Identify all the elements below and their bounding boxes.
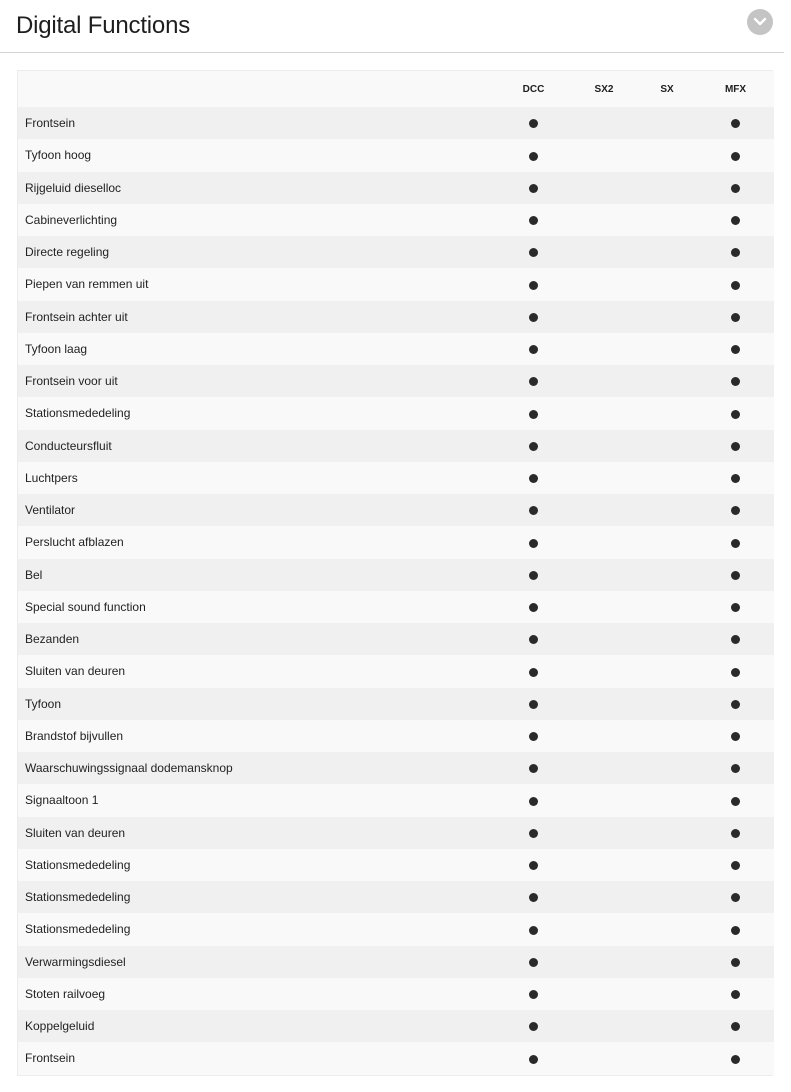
function-label: Sluiten van deuren (18, 817, 496, 849)
table-row (18, 946, 774, 978)
section-header (0, 0, 784, 53)
table-row (18, 365, 774, 397)
support-cell-sx2 (571, 720, 637, 752)
supported-dot-icon (731, 1022, 740, 1031)
support-cell-dcc (496, 817, 571, 849)
support-cell-sx (637, 913, 697, 945)
function-label: Special sound function (18, 591, 496, 623)
support-cell-sx2 (571, 236, 637, 268)
function-label: Sluiten van deuren (18, 655, 496, 687)
support-cell-dcc (496, 849, 571, 881)
supported-dot-icon (731, 1055, 740, 1064)
supported-dot-icon (731, 829, 740, 838)
support-cell-mfx (697, 1042, 774, 1074)
supported-dot-icon (731, 152, 740, 161)
supported-dot-icon (731, 603, 740, 612)
support-cell-dcc (496, 333, 571, 365)
supported-dot-icon (529, 668, 538, 677)
support-cell-sx2 (571, 204, 637, 236)
support-cell-sx (637, 623, 697, 655)
support-cell-mfx (697, 591, 774, 623)
support-cell-dcc (496, 1042, 571, 1074)
support-cell-mfx (697, 397, 774, 429)
supported-dot-icon (529, 764, 538, 773)
table-row (18, 752, 774, 784)
support-cell-mfx (697, 107, 774, 139)
table-row (18, 268, 774, 300)
support-cell-sx2 (571, 978, 637, 1010)
support-cell-mfx (697, 494, 774, 526)
support-cell-mfx (697, 462, 774, 494)
supported-dot-icon (529, 958, 538, 967)
support-cell-dcc (496, 236, 571, 268)
supported-dot-icon (529, 506, 538, 515)
support-cell-mfx (697, 720, 774, 752)
table-row (18, 784, 774, 816)
supported-dot-icon (529, 281, 538, 290)
support-cell-dcc (496, 494, 571, 526)
table-row (18, 623, 774, 655)
support-cell-mfx (697, 301, 774, 333)
support-cell-sx2 (571, 752, 637, 784)
header-mfx: MFX (697, 71, 774, 107)
function-label: Bel (18, 559, 496, 591)
support-cell-mfx (697, 849, 774, 881)
supported-dot-icon (529, 603, 538, 612)
support-cell-dcc (496, 430, 571, 462)
support-cell-mfx (697, 172, 774, 204)
supported-dot-icon (731, 764, 740, 773)
table-row (18, 849, 774, 881)
supported-dot-icon (529, 152, 538, 161)
support-cell-sx (637, 430, 697, 462)
supported-dot-icon (529, 635, 538, 644)
support-cell-sx (637, 720, 697, 752)
function-label: Piepen van remmen uit (18, 268, 496, 300)
support-cell-sx (637, 752, 697, 784)
supported-dot-icon (529, 990, 538, 999)
support-cell-sx2 (571, 139, 637, 171)
page-title: Digital Functions (16, 12, 191, 39)
support-cell-mfx (697, 946, 774, 978)
support-cell-sx2 (571, 268, 637, 300)
table-row (18, 204, 774, 236)
support-cell-sx (637, 494, 697, 526)
support-cell-mfx (697, 333, 774, 365)
function-label: Stationsmededeling (18, 849, 496, 881)
supported-dot-icon (731, 539, 740, 548)
support-cell-sx2 (571, 623, 637, 655)
supported-dot-icon (529, 797, 538, 806)
supported-dot-icon (731, 571, 740, 580)
function-label: Tyfoon laag (18, 333, 496, 365)
support-cell-sx2 (571, 1010, 637, 1042)
table-row (18, 913, 774, 945)
support-cell-sx (637, 559, 697, 591)
support-cell-sx (637, 172, 697, 204)
supported-dot-icon (731, 184, 740, 193)
supported-dot-icon (731, 313, 740, 322)
support-cell-sx2 (571, 430, 637, 462)
support-cell-dcc (496, 784, 571, 816)
header-sx2: SX2 (571, 71, 637, 107)
table-header-row (18, 71, 774, 107)
support-cell-sx2 (571, 494, 637, 526)
support-cell-mfx (697, 430, 774, 462)
table-row (18, 817, 774, 849)
function-label: Brandstof bijvullen (18, 720, 496, 752)
support-cell-sx2 (571, 365, 637, 397)
support-cell-sx2 (571, 849, 637, 881)
table-row (18, 720, 774, 752)
supported-dot-icon (529, 345, 538, 354)
support-cell-dcc (496, 462, 571, 494)
support-cell-sx (637, 462, 697, 494)
supported-dot-icon (529, 539, 538, 548)
support-cell-mfx (697, 784, 774, 816)
support-cell-sx2 (571, 172, 637, 204)
support-cell-sx (637, 591, 697, 623)
supported-dot-icon (529, 377, 538, 386)
header-function (18, 71, 496, 107)
table-row (18, 236, 774, 268)
supported-dot-icon (529, 313, 538, 322)
support-cell-sx2 (571, 526, 637, 558)
supported-dot-icon (731, 506, 740, 515)
support-cell-sx2 (571, 688, 637, 720)
support-cell-sx (637, 204, 697, 236)
supported-dot-icon (529, 442, 538, 451)
support-cell-dcc (496, 655, 571, 687)
support-cell-sx (637, 107, 697, 139)
supported-dot-icon (529, 571, 538, 580)
support-cell-sx2 (571, 559, 637, 591)
table-row (18, 559, 774, 591)
supported-dot-icon (731, 474, 740, 483)
function-label: Perslucht afblazen (18, 526, 496, 558)
function-label: Ventilator (18, 494, 496, 526)
support-cell-sx (637, 655, 697, 687)
support-cell-dcc (496, 913, 571, 945)
function-label: Tyfoon hoog (18, 139, 496, 171)
supported-dot-icon (529, 926, 538, 935)
support-cell-mfx (697, 365, 774, 397)
support-cell-mfx (697, 655, 774, 687)
function-label: Koppelgeluid (18, 1010, 496, 1042)
function-label: Bezanden (18, 623, 496, 655)
support-cell-sx (637, 397, 697, 429)
support-cell-dcc (496, 978, 571, 1010)
support-cell-dcc (496, 107, 571, 139)
support-cell-mfx (697, 204, 774, 236)
support-cell-mfx (697, 1010, 774, 1042)
support-cell-sx2 (571, 1042, 637, 1074)
table-row (18, 301, 774, 333)
support-cell-dcc (496, 591, 571, 623)
support-cell-sx2 (571, 913, 637, 945)
function-label: Cabineverlichting (18, 204, 496, 236)
header-sx: SX (637, 71, 697, 107)
table-row (18, 591, 774, 623)
table-row (18, 1010, 774, 1042)
support-cell-sx (637, 301, 697, 333)
support-cell-sx2 (571, 881, 637, 913)
support-cell-dcc (496, 204, 571, 236)
support-cell-mfx (697, 752, 774, 784)
support-cell-sx2 (571, 946, 637, 978)
support-cell-mfx (697, 913, 774, 945)
table-row (18, 881, 774, 913)
supported-dot-icon (529, 861, 538, 870)
support-cell-dcc (496, 172, 571, 204)
support-cell-sx (637, 817, 697, 849)
support-cell-mfx (697, 688, 774, 720)
function-label: Frontsein voor uit (18, 365, 496, 397)
table-row (18, 397, 774, 429)
table-row (18, 688, 774, 720)
table-row (18, 172, 774, 204)
header-dcc: DCC (496, 71, 571, 107)
supported-dot-icon (529, 184, 538, 193)
support-cell-sx (637, 365, 697, 397)
support-cell-dcc (496, 720, 571, 752)
supported-dot-icon (529, 410, 538, 419)
support-cell-sx (637, 849, 697, 881)
supported-dot-icon (731, 248, 740, 257)
support-cell-sx (637, 784, 697, 816)
supported-dot-icon (529, 829, 538, 838)
collapse-toggle-button[interactable] (747, 9, 773, 35)
support-cell-sx (637, 268, 697, 300)
support-cell-dcc (496, 526, 571, 558)
support-cell-sx2 (571, 817, 637, 849)
support-cell-dcc (496, 752, 571, 784)
support-cell-mfx (697, 623, 774, 655)
support-cell-mfx (697, 526, 774, 558)
support-cell-dcc (496, 397, 571, 429)
supported-dot-icon (731, 893, 740, 902)
function-label: Rijgeluid dieselloc (18, 172, 496, 204)
support-cell-mfx (697, 268, 774, 300)
table-row (18, 526, 774, 558)
support-cell-sx2 (571, 591, 637, 623)
support-cell-sx (637, 688, 697, 720)
support-cell-sx2 (571, 462, 637, 494)
function-label: Frontsein (18, 1042, 496, 1074)
support-cell-mfx (697, 236, 774, 268)
supported-dot-icon (731, 281, 740, 290)
function-label: Frontsein (18, 107, 496, 139)
table-body (18, 107, 774, 1075)
support-cell-sx2 (571, 333, 637, 365)
supported-dot-icon (731, 119, 740, 128)
function-label: Verwarmingsdiesel (18, 946, 496, 978)
support-cell-sx (637, 526, 697, 558)
support-cell-sx2 (571, 655, 637, 687)
table-row (18, 430, 774, 462)
support-cell-sx (637, 946, 697, 978)
table-row (18, 978, 774, 1010)
supported-dot-icon (529, 248, 538, 257)
function-label: Stationsmededeling (18, 913, 496, 945)
function-label: Conducteursfluit (18, 430, 496, 462)
support-cell-sx (637, 1042, 697, 1074)
supported-dot-icon (731, 797, 740, 806)
support-cell-dcc (496, 268, 571, 300)
support-cell-mfx (697, 817, 774, 849)
function-label: Waarschuwingssignaal dodemansknop (18, 752, 496, 784)
chevron-down-icon (753, 17, 767, 27)
table-row (18, 139, 774, 171)
function-label: Stoten railvoeg (18, 978, 496, 1010)
table-row (18, 655, 774, 687)
digital-functions-table (17, 70, 773, 1076)
function-label: Tyfoon (18, 688, 496, 720)
function-label: Stationsmededeling (18, 397, 496, 429)
supported-dot-icon (529, 119, 538, 128)
supported-dot-icon (731, 635, 740, 644)
supported-dot-icon (529, 700, 538, 709)
support-cell-sx (637, 333, 697, 365)
supported-dot-icon (731, 732, 740, 741)
support-cell-dcc (496, 139, 571, 171)
support-cell-mfx (697, 881, 774, 913)
function-label: Directe regeling (18, 236, 496, 268)
supported-dot-icon (529, 474, 538, 483)
supported-dot-icon (731, 377, 740, 386)
supported-dot-icon (731, 216, 740, 225)
table-row (18, 1042, 774, 1074)
supported-dot-icon (731, 926, 740, 935)
supported-dot-icon (731, 861, 740, 870)
supported-dot-icon (529, 216, 538, 225)
supported-dot-icon (731, 442, 740, 451)
supported-dot-icon (731, 700, 740, 709)
function-label: Luchtpers (18, 462, 496, 494)
supported-dot-icon (529, 1055, 538, 1064)
support-cell-sx2 (571, 301, 637, 333)
supported-dot-icon (731, 668, 740, 677)
support-cell-dcc (496, 301, 571, 333)
support-cell-dcc (496, 1010, 571, 1042)
function-label: Signaaltoon 1 (18, 784, 496, 816)
support-cell-dcc (496, 881, 571, 913)
table-row (18, 462, 774, 494)
supported-dot-icon (529, 1022, 538, 1031)
support-cell-sx2 (571, 107, 637, 139)
support-cell-sx (637, 236, 697, 268)
function-label: Stationsmededeling (18, 881, 496, 913)
supported-dot-icon (529, 893, 538, 902)
supported-dot-icon (731, 345, 740, 354)
support-cell-sx (637, 1010, 697, 1042)
support-cell-dcc (496, 688, 571, 720)
support-cell-dcc (496, 559, 571, 591)
support-cell-sx (637, 881, 697, 913)
support-cell-mfx (697, 559, 774, 591)
function-label: Frontsein achter uit (18, 301, 496, 333)
support-cell-dcc (496, 365, 571, 397)
table-row (18, 333, 774, 365)
supported-dot-icon (731, 410, 740, 419)
supported-dot-icon (731, 958, 740, 967)
support-cell-sx2 (571, 784, 637, 816)
support-cell-sx (637, 978, 697, 1010)
support-cell-sx (637, 139, 697, 171)
support-cell-mfx (697, 978, 774, 1010)
support-cell-mfx (697, 139, 774, 171)
table-row (18, 107, 774, 139)
supported-dot-icon (731, 990, 740, 999)
table-row (18, 494, 774, 526)
support-cell-sx2 (571, 397, 637, 429)
support-cell-dcc (496, 946, 571, 978)
supported-dot-icon (529, 732, 538, 741)
support-cell-dcc (496, 623, 571, 655)
